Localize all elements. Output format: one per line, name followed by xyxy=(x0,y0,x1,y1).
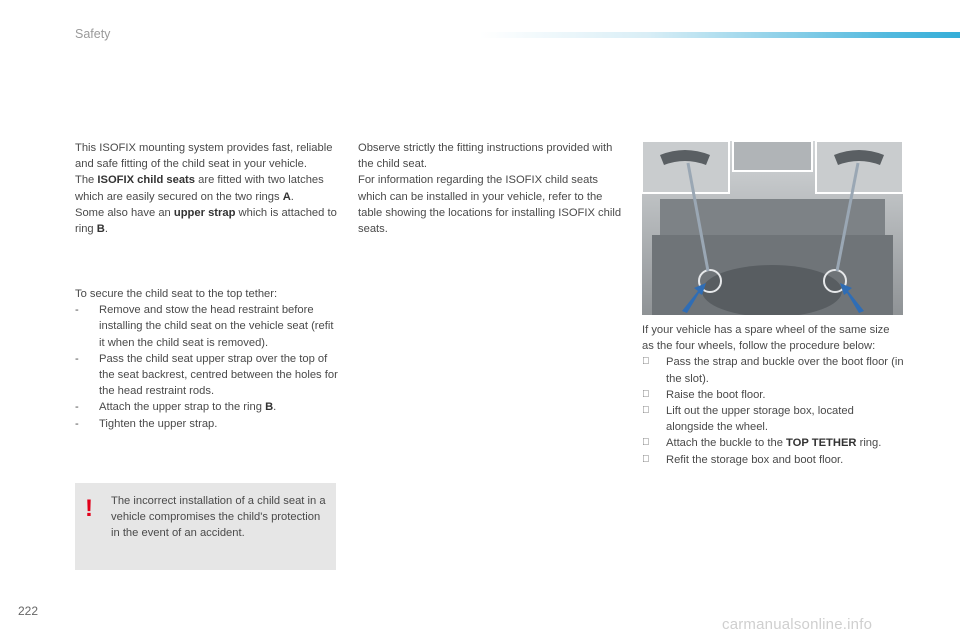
procedure-intro: If your vehicle has a spare wheel of the same size as the four wheels, follow the procedure below: xyxy=(642,324,890,353)
list-item xyxy=(642,354,904,386)
upper-strap-term: upper strap xyxy=(173,206,236,219)
step-text: Tighten the upper strap. xyxy=(99,417,218,430)
ring-a-label: A xyxy=(282,190,291,203)
watermark: carmanualsonline.info xyxy=(722,616,873,633)
list-item xyxy=(75,351,340,400)
ring-b-label: B xyxy=(265,401,274,414)
text-fragment: . xyxy=(273,401,277,414)
section-title: Safety xyxy=(75,27,111,41)
inset-left xyxy=(642,141,729,193)
step-text: Pass the strap and buckle over the boot floor (in the slot). xyxy=(666,356,904,385)
tether-intro: To secure the child seat to the top tether: xyxy=(75,288,278,300)
step-text: Pass the child seat upper strap over the top of the seat backrest, centred between the holes for the head restraint rods. xyxy=(99,352,338,398)
ring-b-label: B xyxy=(96,223,105,236)
text-fragment: Some also have an xyxy=(75,206,174,219)
top-tether-term: TOP TETHER xyxy=(786,437,857,450)
step-text: Remove and stow the head restraint before installing the child seat on the vehicle seat (refit it when the child seat is removed). xyxy=(99,304,334,349)
text-fragment: The xyxy=(75,174,98,187)
list-item xyxy=(642,435,904,451)
boot-isofix-photo xyxy=(642,141,903,315)
fitting-paragraph: Observe strictly the fitting instructions provided with the child seat. xyxy=(358,142,613,171)
boot-illustration xyxy=(642,141,903,315)
checkbox-bullet-icon xyxy=(642,387,662,403)
list-item xyxy=(75,399,340,415)
text-fragment: ring. xyxy=(856,437,882,450)
checkbox-bullet-icon xyxy=(642,354,662,370)
dash-marker: - xyxy=(75,417,79,430)
checkbox-bullet-icon xyxy=(642,403,662,419)
list-item xyxy=(642,387,904,403)
page-number: 222 xyxy=(18,604,39,618)
text-fragment: . xyxy=(104,223,108,236)
text-fragment: which is attached to ring xyxy=(75,206,337,236)
dash-marker: - xyxy=(75,352,79,365)
list-item xyxy=(642,403,904,435)
warning-box xyxy=(75,483,336,570)
fitting-instructions xyxy=(358,140,623,237)
spare-wheel-procedure xyxy=(642,322,904,468)
list-item xyxy=(75,302,340,351)
step-text: Lift out the upper storage box, located alongside the wheel. xyxy=(666,405,854,434)
tether-steps-list xyxy=(75,302,340,432)
checkbox-bullet-icon xyxy=(642,435,662,451)
isofix-child-seats-term: ISOFIX child seats xyxy=(97,174,196,187)
step-text: Attach the upper strap to the ring xyxy=(99,401,266,414)
isofix-intro xyxy=(75,140,340,237)
header-accent-bar xyxy=(480,32,960,38)
step-text: Attach the buckle to the xyxy=(666,437,787,450)
dash-marker: - xyxy=(75,304,79,317)
warning-exclamation-icon: ! xyxy=(85,495,93,522)
list-item xyxy=(642,452,904,468)
inset-center xyxy=(733,141,812,171)
top-tether-instructions xyxy=(75,286,340,432)
isofix-table-reference: For information regarding the ISOFIX child seats which can be installed in your vehicle, refer to the table showing the locations for installing ISOFIX child seats. xyxy=(358,174,622,236)
spare-wheel xyxy=(702,265,842,315)
intro-sentence: This ISOFIX mounting system provides fast, reliable and safe fitting of the child seat in your vehicle. xyxy=(75,142,333,171)
list-item xyxy=(75,416,340,432)
warning-text: The incorrect installation of a child seat in a vehicle compromises the child's protection in the event of an accident. xyxy=(111,495,326,540)
step-text: Raise the boot floor. xyxy=(666,388,766,401)
dash-marker: - xyxy=(75,401,79,414)
text-fragment: . xyxy=(290,190,294,203)
step-text: Refit the storage box and boot floor. xyxy=(666,453,844,466)
text-fragment: are fitted with two latches which are easily secured on the two rings xyxy=(75,174,324,203)
procedure-steps-list xyxy=(642,354,904,467)
inset-right xyxy=(816,141,903,193)
checkbox-bullet-icon xyxy=(642,452,662,468)
